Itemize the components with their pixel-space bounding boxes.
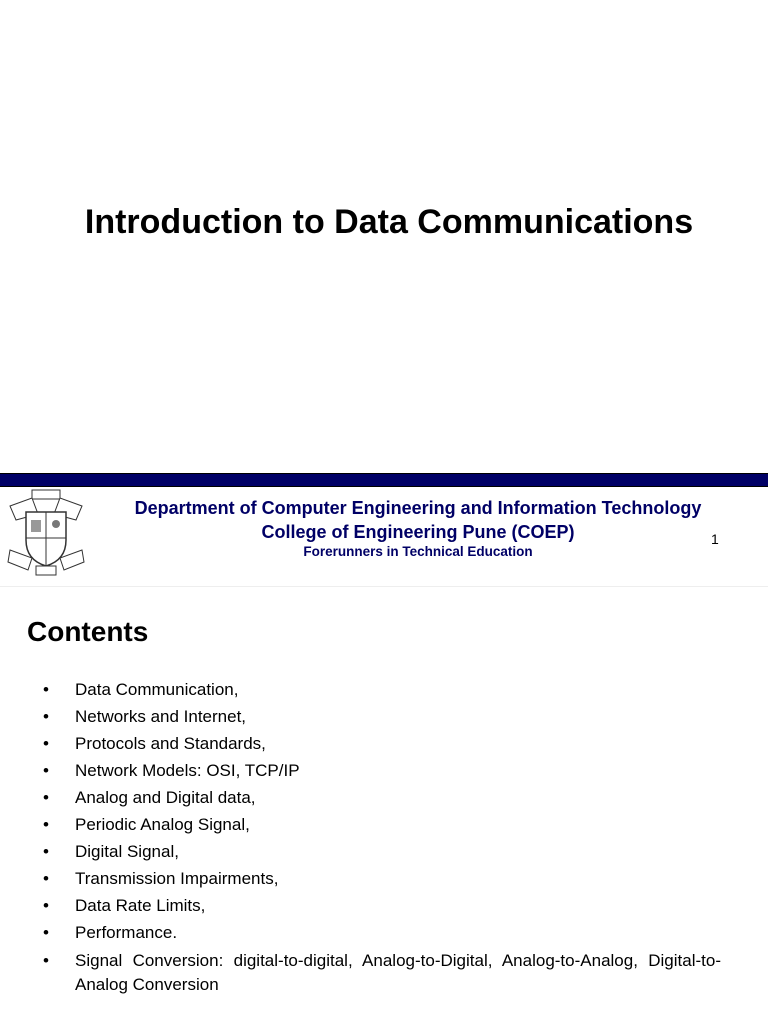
list-item: [0, 703, 768, 730]
page-number: 1: [711, 531, 719, 547]
bullet-icon: •: [43, 842, 49, 861]
list-item: [0, 757, 768, 784]
list-item: [0, 838, 768, 865]
list-item-text: Analog and Digital data,: [75, 788, 256, 807]
list-item-text: Protocols and Standards,: [75, 734, 266, 753]
slide-title: Introduction to Data Communications: [84, 203, 694, 241]
list-item-text: Transmission Impairments,: [75, 869, 279, 888]
college-name: College of Engineering Pune (COEP): [261, 522, 575, 542]
bullet-icon: •: [43, 923, 49, 942]
list-item: [0, 784, 768, 811]
bullet-icon: •: [43, 951, 49, 970]
list-item: [0, 865, 768, 892]
list-item-text: Periodic Analog Signal,: [75, 815, 250, 834]
banner-bar: [0, 473, 768, 487]
list-item-text: Data Rate Limits,: [75, 896, 206, 915]
department-name: Department of Computer Engineering and Information Technology: [134, 498, 702, 518]
bullet-icon: •: [43, 869, 49, 888]
list-item: [0, 919, 768, 946]
contents-list: [0, 676, 768, 997]
list-item: [0, 811, 768, 838]
list-item: [0, 892, 768, 919]
list-item-text: Network Models: OSI, TCP/IP: [75, 761, 300, 780]
contents-slide: [0, 586, 768, 1025]
bullet-icon: •: [43, 761, 49, 780]
college-tagline: Forerunners in Technical Education: [303, 544, 533, 559]
list-item-text: Networks and Internet,: [75, 707, 247, 726]
bullet-icon: •: [43, 896, 49, 915]
bullet-icon: •: [43, 815, 49, 834]
bullet-icon: •: [43, 734, 49, 753]
list-item: [0, 949, 768, 997]
bullet-icon: •: [43, 707, 49, 726]
list-item-text: Data Communication,: [75, 680, 239, 699]
list-item: [0, 676, 768, 703]
college-crest-logo: [2, 488, 90, 576]
bullet-icon: •: [43, 680, 49, 699]
list-item: [0, 730, 768, 757]
bullet-icon: •: [43, 788, 49, 807]
list-item-text: Performance.: [75, 923, 178, 942]
contents-heading: Contents: [27, 616, 149, 647]
list-item-text: Signal Conversion: digital-to-digital, Analog-to-Digital, Analog-to-Analog, Digital-to-Analog Conversion: [75, 951, 721, 994]
list-item-text: Digital Signal,: [75, 842, 179, 861]
